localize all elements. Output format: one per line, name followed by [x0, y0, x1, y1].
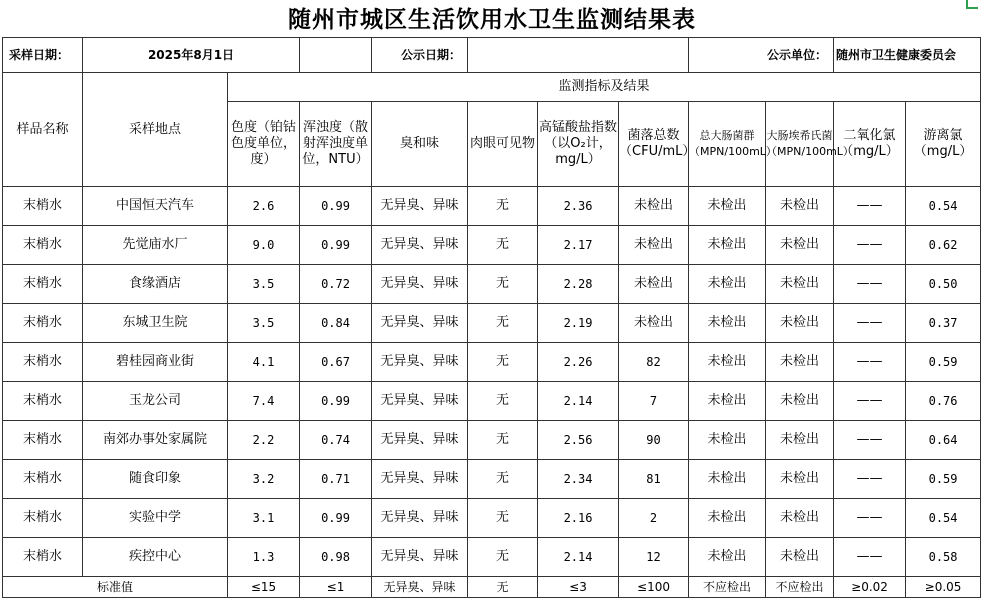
- meta-empty-cell: [300, 38, 372, 73]
- cell-color: 3.5: [228, 304, 300, 343]
- header-chlorine-dioxide: 二氧化氯（mg/L）: [834, 102, 906, 187]
- cell-chlorine-dioxide: ——: [834, 382, 906, 421]
- cell-color: 7.4: [228, 382, 300, 421]
- cell-visible: 无: [468, 343, 538, 382]
- header-coliform: 总大肠菌群（MPN/100mL）: [689, 102, 766, 187]
- cell-colony: 12: [619, 538, 689, 577]
- publish-unit-label: 公示单位：: [689, 38, 834, 73]
- cell-color: 1.3: [228, 538, 300, 577]
- header-permanganate: 高锰酸盐指数（以O₂计，mg/L）: [538, 102, 619, 187]
- cell-permanganate: 2.16: [538, 499, 619, 538]
- cell-chlorine-dioxide: ——: [834, 499, 906, 538]
- cell-visible: 无: [468, 382, 538, 421]
- header-sample-name: 样品名称: [3, 73, 83, 187]
- table-row: [3, 187, 981, 226]
- header-group-row: [3, 73, 981, 102]
- cell-odor: 无异臭、异味: [372, 304, 468, 343]
- cell-colony: 7: [619, 382, 689, 421]
- cell-coliform: 未检出: [689, 499, 766, 538]
- cell-sample-name: 末梢水: [3, 226, 83, 265]
- cell-coliform: 未检出: [689, 538, 766, 577]
- cell-color: 3.5: [228, 265, 300, 304]
- header-ecoli: 大肠埃希氏菌（MPN/100mL）: [766, 102, 834, 187]
- cell-color: 3.1: [228, 499, 300, 538]
- cell-ecoli: 未检出: [766, 304, 834, 343]
- cell-free-chlorine: 0.59: [906, 343, 981, 382]
- cell-location: 实验中学: [83, 499, 228, 538]
- cell-sample-name: 末梢水: [3, 187, 83, 226]
- standard-label: 标准值: [3, 577, 228, 598]
- cell-permanganate: 2.17: [538, 226, 619, 265]
- cell-coliform: 未检出: [689, 382, 766, 421]
- cell-chlorine-dioxide: ——: [834, 460, 906, 499]
- table-row: [3, 538, 981, 577]
- cell-colony: 81: [619, 460, 689, 499]
- publish-date-label: 公示日期：: [372, 38, 468, 73]
- meta-row: [3, 38, 981, 73]
- sample-date: 2025年8月1日: [83, 38, 300, 73]
- cell-colony: 90: [619, 421, 689, 460]
- cell-colony: 未检出: [619, 226, 689, 265]
- cell-colony: 未检出: [619, 265, 689, 304]
- table-row: [3, 382, 981, 421]
- cell-odor: 无异臭、异味: [372, 343, 468, 382]
- cell-location: 疾控中心: [83, 538, 228, 577]
- cell-color: 2.2: [228, 421, 300, 460]
- cell-visible: 无: [468, 499, 538, 538]
- cell-colony: 未检出: [619, 304, 689, 343]
- cell-permanganate: 2.14: [538, 538, 619, 577]
- cell-chlorine-dioxide: ——: [834, 265, 906, 304]
- cell-location: 东城卫生院: [83, 304, 228, 343]
- standard-ecoli: 不应检出: [766, 577, 834, 598]
- cell-ecoli: 未检出: [766, 343, 834, 382]
- cell-permanganate: 2.28: [538, 265, 619, 304]
- cell-turbidity: 0.71: [300, 460, 372, 499]
- cell-free-chlorine: 0.58: [906, 538, 981, 577]
- header-turbidity: 浑浊度（散射浑浊度单位，NTU）: [300, 102, 372, 187]
- cell-turbidity: 0.99: [300, 382, 372, 421]
- table-row: [3, 421, 981, 460]
- cell-chlorine-dioxide: ——: [834, 187, 906, 226]
- cell-color: 9.0: [228, 226, 300, 265]
- cell-sample-name: 末梢水: [3, 382, 83, 421]
- cell-ecoli: 未检出: [766, 421, 834, 460]
- table-row: [3, 304, 981, 343]
- standard-permanganate: ≤3: [538, 577, 619, 598]
- cell-chlorine-dioxide: ——: [834, 538, 906, 577]
- header-colony: 菌落总数（CFU/mL）: [619, 102, 689, 187]
- cell-odor: 无异臭、异味: [372, 265, 468, 304]
- cell-chlorine-dioxide: ——: [834, 343, 906, 382]
- cell-location: 南郊办事处家属院: [83, 421, 228, 460]
- standard-visible: 无: [468, 577, 538, 598]
- page-title: 随州市城区生活饮用水卫生监测结果表: [288, 6, 696, 33]
- cell-location: 先觉庙水厂: [83, 226, 228, 265]
- cell-permanganate: 2.36: [538, 187, 619, 226]
- cell-permanganate: 2.14: [538, 382, 619, 421]
- cell-sample-name: 末梢水: [3, 304, 83, 343]
- cell-color: 2.6: [228, 187, 300, 226]
- cell-visible: 无: [468, 304, 538, 343]
- standard-odor: 无异臭、异味: [372, 577, 468, 598]
- cell-turbidity: 0.98: [300, 538, 372, 577]
- cell-color: 3.2: [228, 460, 300, 499]
- cell-coliform: 未检出: [689, 304, 766, 343]
- cell-odor: 无异臭、异味: [372, 382, 468, 421]
- cell-permanganate: 2.34: [538, 460, 619, 499]
- cell-ecoli: 未检出: [766, 382, 834, 421]
- cell-visible: 无: [468, 421, 538, 460]
- cell-location: 随食印象: [83, 460, 228, 499]
- cell-colony: 82: [619, 343, 689, 382]
- cell-ecoli: 未检出: [766, 226, 834, 265]
- table-row: [3, 460, 981, 499]
- standard-free-chlorine: ≥0.05: [906, 577, 981, 598]
- cell-location: 碧桂园商业街: [83, 343, 228, 382]
- standard-color: ≤15: [228, 577, 300, 598]
- cell-ecoli: 未检出: [766, 187, 834, 226]
- publish-date: [468, 38, 689, 73]
- header-indicators-group: 监测指标及结果: [228, 73, 981, 102]
- cell-visible: 无: [468, 265, 538, 304]
- cell-sample-name: 末梢水: [3, 421, 83, 460]
- cell-free-chlorine: 0.62: [906, 226, 981, 265]
- cell-chlorine-dioxide: ——: [834, 421, 906, 460]
- cell-coliform: 未检出: [689, 226, 766, 265]
- sample-date-label: 采样日期：: [3, 38, 83, 73]
- cell-sample-name: 末梢水: [3, 538, 83, 577]
- publish-unit: 随州市卫生健康委员会: [834, 38, 981, 73]
- cell-chlorine-dioxide: ——: [834, 226, 906, 265]
- cell-location: 中国恒天汽车: [83, 187, 228, 226]
- standard-chlorine-dioxide: ≥0.02: [834, 577, 906, 598]
- standard-colony: ≤100: [619, 577, 689, 598]
- cell-ecoli: 未检出: [766, 499, 834, 538]
- cell-location: 玉龙公司: [83, 382, 228, 421]
- cell-turbidity: 0.99: [300, 187, 372, 226]
- cell-turbidity: 0.84: [300, 304, 372, 343]
- cell-sample-name: 末梢水: [3, 265, 83, 304]
- cell-odor: 无异臭、异味: [372, 460, 468, 499]
- cell-odor: 无异臭、异味: [372, 499, 468, 538]
- cell-coliform: 未检出: [689, 187, 766, 226]
- standard-row: [3, 577, 981, 598]
- cell-free-chlorine: 0.64: [906, 421, 981, 460]
- cell-permanganate: 2.56: [538, 421, 619, 460]
- cell-free-chlorine: 0.37: [906, 304, 981, 343]
- green-corner-mark: [966, 0, 978, 9]
- cell-visible: 无: [468, 226, 538, 265]
- cell-sample-name: 末梢水: [3, 460, 83, 499]
- table-row: [3, 499, 981, 538]
- standard-coliform: 不应检出: [689, 577, 766, 598]
- cell-visible: 无: [468, 538, 538, 577]
- cell-turbidity: 0.99: [300, 226, 372, 265]
- cell-colony: 未检出: [619, 187, 689, 226]
- cell-visible: 无: [468, 187, 538, 226]
- cell-turbidity: 0.67: [300, 343, 372, 382]
- cell-colony: 2: [619, 499, 689, 538]
- standard-turbidity: ≤1: [300, 577, 372, 598]
- cell-odor: 无异臭、异味: [372, 187, 468, 226]
- cell-sample-name: 末梢水: [3, 343, 83, 382]
- cell-coliform: 未检出: [689, 421, 766, 460]
- cell-free-chlorine: 0.54: [906, 187, 981, 226]
- cell-free-chlorine: 0.50: [906, 265, 981, 304]
- cell-chlorine-dioxide: ——: [834, 304, 906, 343]
- header-odor: 臭和味: [372, 102, 468, 187]
- cell-coliform: 未检出: [689, 343, 766, 382]
- cell-odor: 无异臭、异味: [372, 538, 468, 577]
- cell-odor: 无异臭、异味: [372, 421, 468, 460]
- cell-sample-name: 末梢水: [3, 499, 83, 538]
- cell-permanganate: 2.19: [538, 304, 619, 343]
- header-free-chlorine: 游离氯（mg/L）: [906, 102, 981, 187]
- table-row: [3, 265, 981, 304]
- table-row: [3, 226, 981, 265]
- cell-turbidity: 0.99: [300, 499, 372, 538]
- cell-visible: 无: [468, 460, 538, 499]
- cell-coliform: 未检出: [689, 460, 766, 499]
- cell-coliform: 未检出: [689, 265, 766, 304]
- cell-ecoli: 未检出: [766, 460, 834, 499]
- cell-free-chlorine: 0.76: [906, 382, 981, 421]
- cell-odor: 无异臭、异味: [372, 226, 468, 265]
- table-row: [3, 343, 981, 382]
- cell-color: 4.1: [228, 343, 300, 382]
- results-table: [2, 37, 981, 598]
- header-visible: 肉眼可见物: [468, 102, 538, 187]
- cell-ecoli: 未检出: [766, 265, 834, 304]
- cell-turbidity: 0.74: [300, 421, 372, 460]
- cell-turbidity: 0.72: [300, 265, 372, 304]
- cell-ecoli: 未检出: [766, 538, 834, 577]
- header-location: 采样地点: [83, 73, 228, 187]
- cell-free-chlorine: 0.54: [906, 499, 981, 538]
- header-color: 色度（铂钴色度单位，度）: [228, 102, 300, 187]
- cell-permanganate: 2.26: [538, 343, 619, 382]
- cell-free-chlorine: 0.59: [906, 460, 981, 499]
- cell-location: 食缘酒店: [83, 265, 228, 304]
